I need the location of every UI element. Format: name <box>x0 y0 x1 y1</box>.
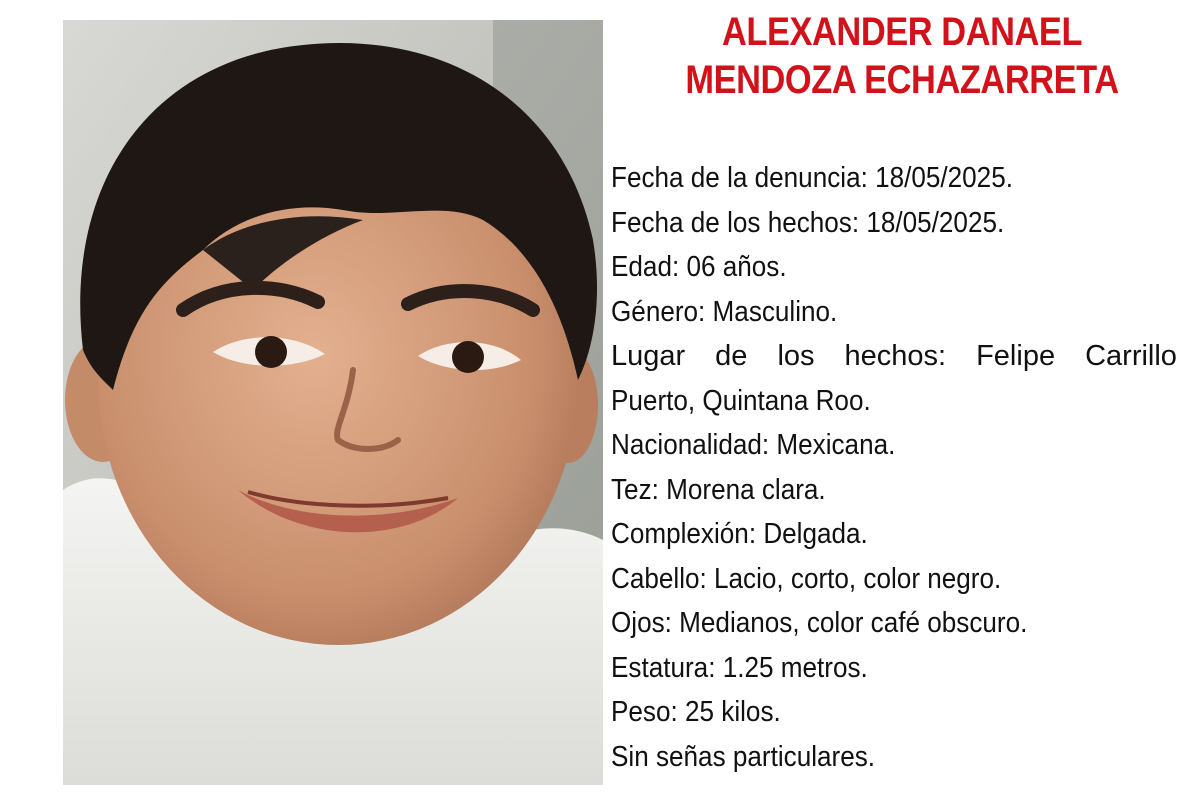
complexion-skin: Tez: Morena clara. <box>611 473 826 506</box>
gender: Género: Masculino. <box>611 295 838 328</box>
location-word: Carrillo <box>1085 340 1177 372</box>
location-word: los <box>777 340 815 372</box>
name-line-2: MENDOZA ECHAZARRETA <box>685 58 1119 102</box>
location-word: Lugar <box>611 340 686 372</box>
nationality: Nacionalidad: Mexicana. <box>611 429 896 461</box>
event-location-line-2: Puerto, Quintana Roo. <box>611 384 871 417</box>
distinguishing-marks: Sin señas particulares. <box>611 740 876 773</box>
location-word: hechos: <box>844 340 947 372</box>
event-location-line-1 <box>611 334 1177 379</box>
eyes: Ojos: Medianos, color café obscuro. <box>611 607 1028 639</box>
location-word: Felipe <box>976 340 1056 372</box>
location-word: de <box>715 340 748 372</box>
event-date: Fecha de los hechos: 18/05/2025. <box>611 206 1005 239</box>
person-name-heading <box>653 8 1152 104</box>
report-date: Fecha de la denuncia: 18/05/2025. <box>611 162 1013 194</box>
height: Estatura: 1.25 metros. <box>611 651 868 684</box>
weight: Peso: 25 kilos. <box>611 696 781 728</box>
child-portrait-photo <box>63 20 603 785</box>
person-details-list <box>611 156 1181 779</box>
hair: Cabello: Lacio, corto, color negro. <box>611 562 1002 595</box>
age: Edad: 06 años. <box>611 251 787 283</box>
build: Complexión: Delgada. <box>611 518 868 550</box>
name-line-1: ALEXANDER DANAEL <box>721 10 1083 54</box>
